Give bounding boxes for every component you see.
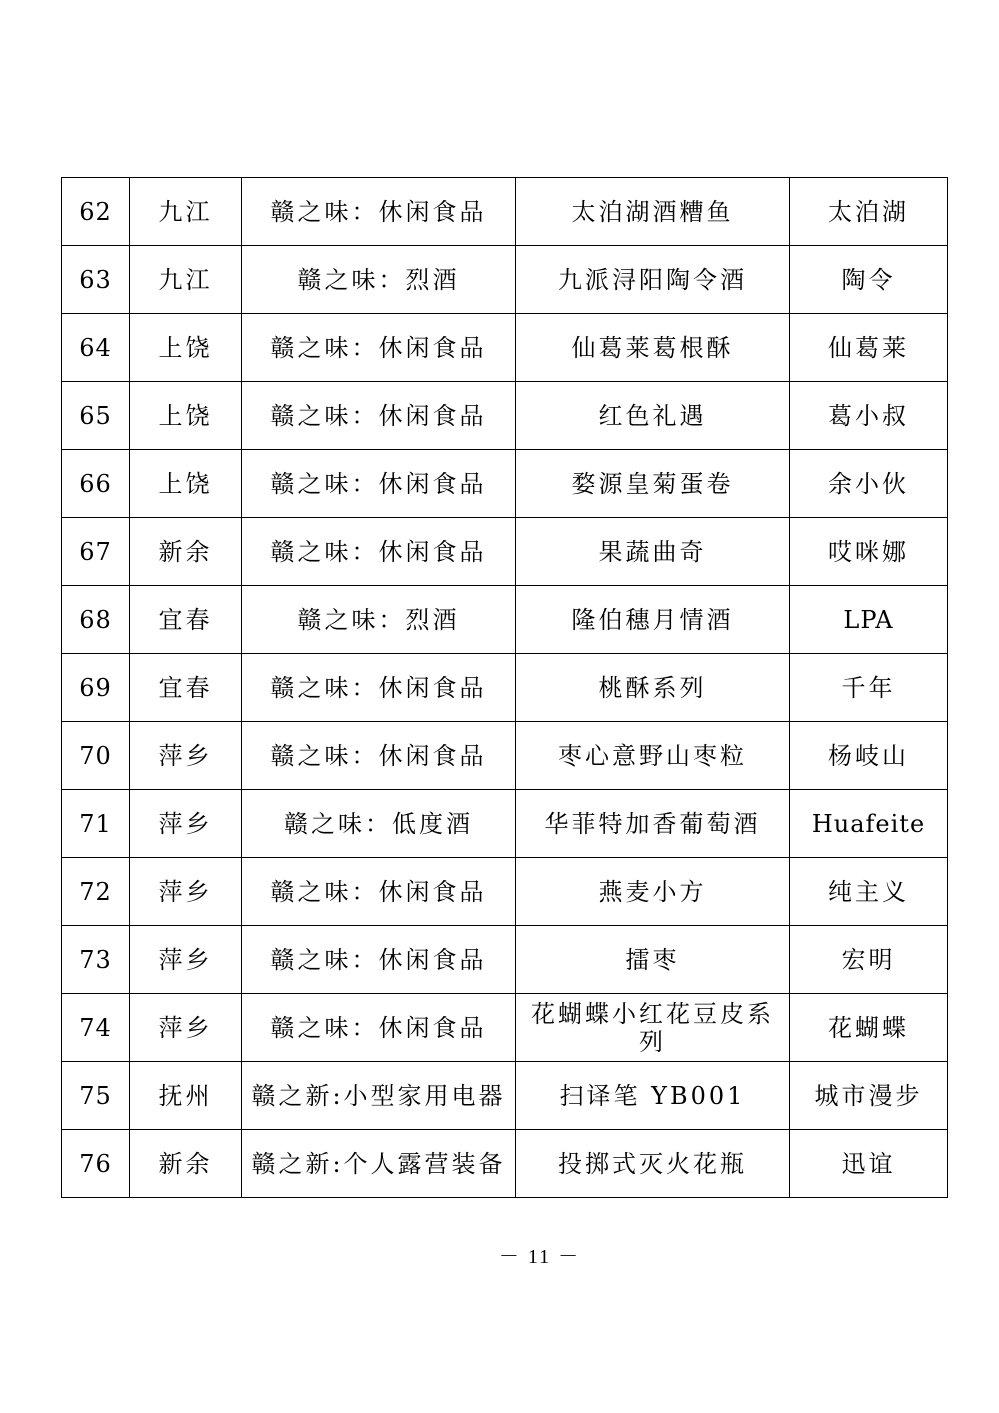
row-number: 62 xyxy=(62,178,130,246)
product-cell: 红色礼遇 xyxy=(516,382,790,450)
row-number: 63 xyxy=(62,246,130,314)
category-cell: 赣之新:个人露营装备 xyxy=(242,1130,516,1198)
table-row xyxy=(62,926,948,994)
page-number: － 11 － xyxy=(498,1246,581,1268)
product-cell: 隆伯穗月情酒 xyxy=(516,586,790,654)
row-number: 76 xyxy=(62,1130,130,1198)
city-cell: 新余 xyxy=(130,1130,242,1198)
table-row xyxy=(62,722,948,790)
row-number: 67 xyxy=(62,518,130,586)
table-row xyxy=(62,654,948,722)
table-row xyxy=(62,518,948,586)
row-number: 70 xyxy=(62,722,130,790)
table-row xyxy=(62,314,948,382)
category-cell: 赣之味：休闲食品 xyxy=(242,518,516,586)
row-number: 72 xyxy=(62,858,130,926)
brand-cell: 杨岐山 xyxy=(790,722,948,790)
table-row xyxy=(62,1130,948,1198)
product-cell: 投掷式灭火花瓶 xyxy=(516,1130,790,1198)
product-cell: 太泊湖酒糟鱼 xyxy=(516,178,790,246)
brand-cell: 葛小叔 xyxy=(790,382,948,450)
table-row xyxy=(62,994,948,1062)
category-cell: 赣之味：烈酒 xyxy=(242,246,516,314)
row-number: 66 xyxy=(62,450,130,518)
product-cell: 桃酥系列 xyxy=(516,654,790,722)
brand-cell: 城市漫步 xyxy=(790,1062,948,1130)
product-cell: 枣心意野山枣粒 xyxy=(516,722,790,790)
brand-cell: 宏明 xyxy=(790,926,948,994)
category-cell: 赣之味：休闲食品 xyxy=(242,994,516,1062)
category-cell: 赣之味：休闲食品 xyxy=(242,450,516,518)
table-row xyxy=(62,858,948,926)
category-cell: 赣之味：烈酒 xyxy=(242,586,516,654)
city-cell: 萍乡 xyxy=(130,790,242,858)
table-row xyxy=(62,450,948,518)
product-cell: 燕麦小方 xyxy=(516,858,790,926)
city-cell: 萍乡 xyxy=(130,926,242,994)
row-number: 75 xyxy=(62,1062,130,1130)
brand-cell: Huafeite xyxy=(790,790,948,858)
brand-cell: 余小伙 xyxy=(790,450,948,518)
category-cell: 赣之味：休闲食品 xyxy=(242,178,516,246)
row-number: 73 xyxy=(62,926,130,994)
category-cell: 赣之味：休闲食品 xyxy=(242,926,516,994)
city-cell: 上饶 xyxy=(130,382,242,450)
row-number: 64 xyxy=(62,314,130,382)
row-number: 65 xyxy=(62,382,130,450)
product-cell: 花蝴蝶小红花豆皮系列 xyxy=(516,994,790,1062)
row-number: 69 xyxy=(62,654,130,722)
brand-cell: 纯主义 xyxy=(790,858,948,926)
city-cell: 抚州 xyxy=(130,1062,242,1130)
product-cell: 九派浔阳陶令酒 xyxy=(516,246,790,314)
city-cell: 萍乡 xyxy=(130,722,242,790)
product-cell: 婺源皇菊蛋卷 xyxy=(516,450,790,518)
brand-cell: 花蝴蝶 xyxy=(790,994,948,1062)
category-cell: 赣之新:小型家用电器 xyxy=(242,1062,516,1130)
category-cell: 赣之味：休闲食品 xyxy=(242,858,516,926)
table-row xyxy=(62,178,948,246)
city-cell: 上饶 xyxy=(130,314,242,382)
category-cell: 赣之味：休闲食品 xyxy=(242,654,516,722)
product-cell: 扫译笔 YB001 xyxy=(516,1062,790,1130)
city-cell: 宜春 xyxy=(130,654,242,722)
category-cell: 赣之味：休闲食品 xyxy=(242,314,516,382)
city-cell: 九江 xyxy=(130,178,242,246)
table-body xyxy=(62,178,948,1198)
brand-cell: 陶令 xyxy=(790,246,948,314)
brand-cell: 哎咪娜 xyxy=(790,518,948,586)
table-row xyxy=(62,382,948,450)
product-table xyxy=(61,177,948,1198)
product-cell: 擂枣 xyxy=(516,926,790,994)
table-row xyxy=(62,1062,948,1130)
category-cell: 赣之味：休闲食品 xyxy=(242,382,516,450)
brand-cell: 太泊湖 xyxy=(790,178,948,246)
row-number: 74 xyxy=(62,994,130,1062)
table-row xyxy=(62,586,948,654)
city-cell: 萍乡 xyxy=(130,994,242,1062)
row-number: 68 xyxy=(62,586,130,654)
table-row xyxy=(62,790,948,858)
product-cell: 华菲特加香葡萄酒 xyxy=(516,790,790,858)
brand-cell: LPA xyxy=(790,586,948,654)
product-cell: 果蔬曲奇 xyxy=(516,518,790,586)
row-number: 71 xyxy=(62,790,130,858)
category-cell: 赣之味：低度酒 xyxy=(242,790,516,858)
brand-cell: 仙葛莱 xyxy=(790,314,948,382)
city-cell: 九江 xyxy=(130,246,242,314)
brand-cell: 千年 xyxy=(790,654,948,722)
category-cell: 赣之味：休闲食品 xyxy=(242,722,516,790)
city-cell: 宜春 xyxy=(130,586,242,654)
city-cell: 上饶 xyxy=(130,450,242,518)
brand-cell: 迅谊 xyxy=(790,1130,948,1198)
city-cell: 新余 xyxy=(130,518,242,586)
city-cell: 萍乡 xyxy=(130,858,242,926)
table-row xyxy=(62,246,948,314)
product-cell: 仙葛莱葛根酥 xyxy=(516,314,790,382)
